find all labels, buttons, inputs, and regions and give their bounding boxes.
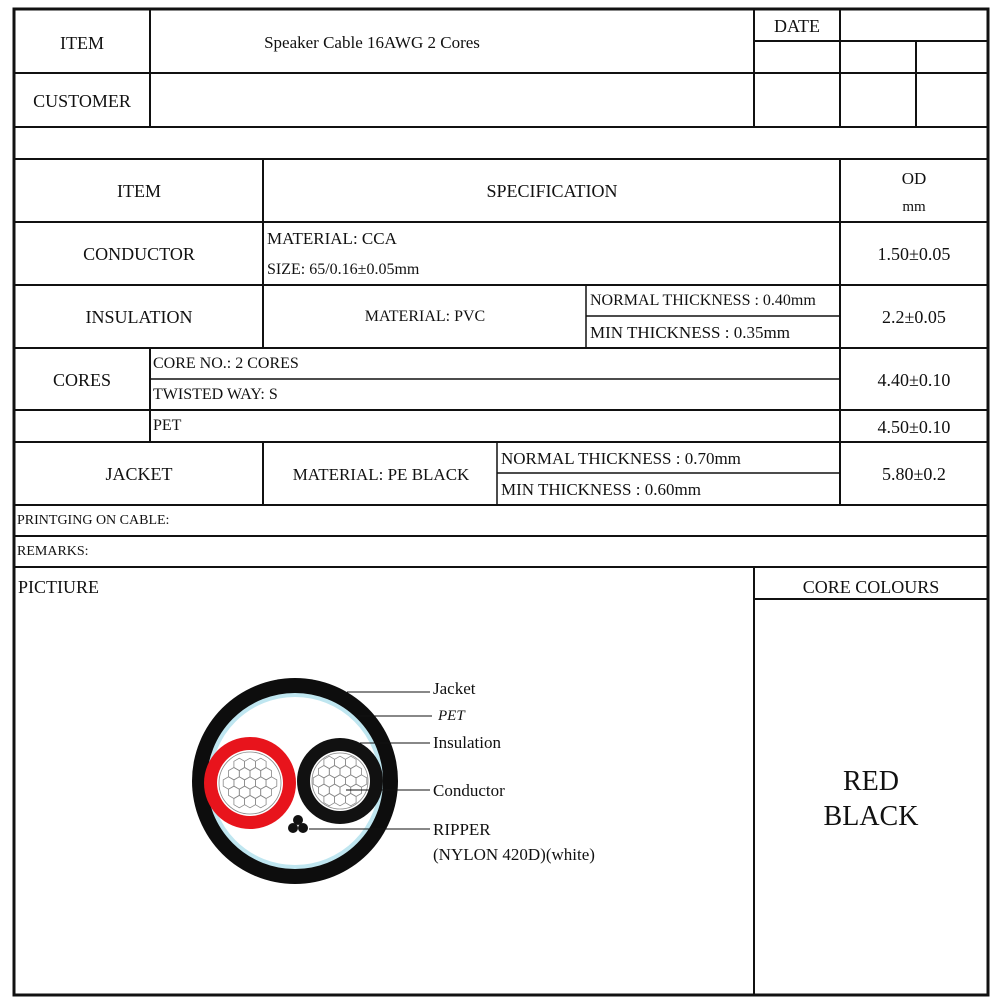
- core-colour-1: RED: [843, 766, 899, 797]
- black-core-conductor: [310, 751, 370, 811]
- conductor-od: 1.50±0.05: [877, 244, 951, 264]
- remarks-label: REMARKS:: [17, 544, 89, 559]
- callout-jacket: Jacket: [433, 679, 476, 698]
- col-header-od-unit: mm: [902, 199, 926, 215]
- insulation-od: 2.2±0.05: [882, 307, 946, 327]
- jacket-material: MATERIAL: PE BLACK: [292, 465, 470, 484]
- picture-label: PICTIURE: [18, 577, 99, 597]
- cores-core-no: CORE NO.: 2 CORES: [153, 355, 299, 372]
- core-colours-label: CORE COLOURS: [802, 577, 940, 597]
- jacket-label: JACKET: [105, 464, 173, 484]
- item-label: ITEM: [60, 33, 104, 53]
- col-header-specification: SPECIFICATION: [486, 181, 618, 201]
- jacket-min-thickness: MIN THICKNESS : 0.60mm: [501, 480, 701, 499]
- red-core-conductor: [217, 750, 283, 816]
- conductor-size: SIZE: 65/0.16±0.05mm: [267, 261, 420, 278]
- item-value: Speaker Cable 16AWG 2 Cores: [264, 33, 480, 52]
- cable-drawing: [192, 678, 398, 884]
- insulation-label: INSULATION: [85, 307, 193, 327]
- callout-ripper-material: (NYLON 420D)(white): [433, 845, 595, 864]
- printing-label: PRINTGING ON CABLE:: [17, 513, 170, 528]
- cores-od: 4.40±0.10: [877, 370, 951, 390]
- jacket-normal-thickness: NORMAL THICKNESS : 0.70mm: [501, 449, 741, 468]
- col-header-item: ITEM: [117, 181, 161, 201]
- callout-pet: PET: [438, 708, 465, 724]
- callout-ripper: RIPPER: [433, 820, 491, 839]
- conductor-label: CONDUCTOR: [83, 244, 195, 264]
- callout-insulation: Insulation: [433, 733, 501, 752]
- ripper-top: [293, 815, 303, 825]
- customer-label: CUSTOMER: [33, 91, 131, 111]
- conductor-material: MATERIAL: CCA: [267, 229, 397, 248]
- callout-conductor: Conductor: [433, 781, 505, 800]
- insulation-normal-thickness: NORMAL THICKNESS : 0.40mm: [590, 292, 816, 309]
- pet-od: 4.50±0.10: [877, 417, 951, 437]
- insulation-material: MATERIAL: PVC: [364, 308, 486, 325]
- col-header-od: OD: [901, 169, 927, 188]
- insulation-min-thickness: MIN THICKNESS : 0.35mm: [590, 323, 790, 342]
- jacket-od: 5.80±0.2: [882, 464, 946, 484]
- pet-label: PET: [153, 417, 182, 434]
- cores-twisted-way: TWISTED WAY: S: [153, 386, 278, 403]
- cores-label: CORES: [52, 370, 112, 390]
- core-colour-2: BLACK: [823, 801, 919, 832]
- date-label: DATE: [774, 16, 820, 36]
